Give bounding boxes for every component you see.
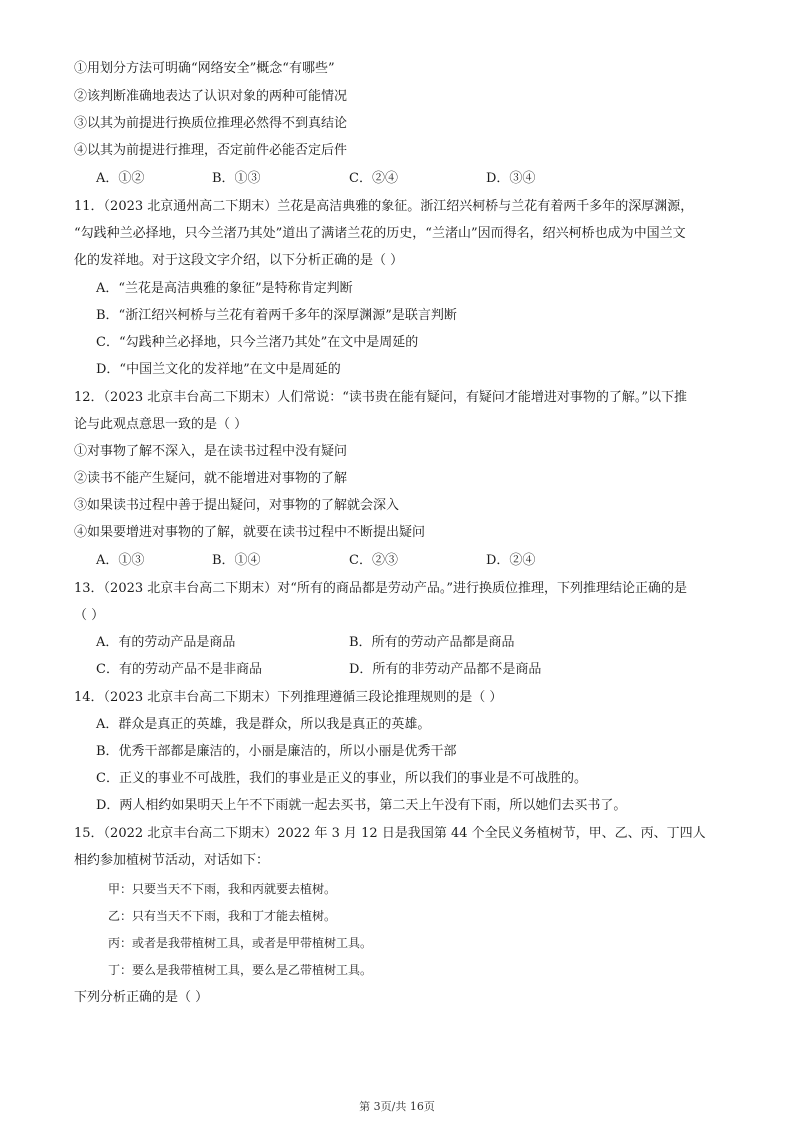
q12-statement-1: ①对事物了解不深入，是在读书过程中没有疑问 <box>74 444 348 459</box>
option-b: B．①③ <box>212 171 261 186</box>
q11-stem-line-3: 化的发祥地。对于这段文字介绍，以下分析正确的是（ ） <box>74 253 404 268</box>
statement-4: ④以其为前提进行推理，否定前件必能否定后件 <box>74 143 348 158</box>
q15-dialogue-bing: 丙：或者是我带植树工具，或者是甲带植树工具。 <box>108 936 373 950</box>
q15-prompt: 下列分析正确的是（ ） <box>74 990 209 1005</box>
q13-option-b: B．所有的劳动产品都是商品 <box>349 635 515 650</box>
q11-option-a: A．“兰花是高洁典雅的象征”是特称肯定判断 <box>96 281 353 296</box>
q11-option-b: B．“浙江绍兴柯桥与兰花有着两千多年的深厚渊源”是联言判断 <box>96 308 457 323</box>
q11-stem-line-2: “勾践种兰必择地，只今兰渚乃其处”道出了满诸兰花的历史，“兰渚山”因而得名，绍兴柯桥也成为中国兰文 <box>74 226 686 241</box>
q14-option-c: C．正义的事业不可战胜，我们的事业是正义的事业，所以我们的事业是不可战胜的。 <box>96 771 587 786</box>
option-a: A．①② <box>96 171 145 186</box>
q15-dialogue-ding: 丁：要么是我带植树工具，要么是乙带植树工具。 <box>108 963 373 977</box>
option-c: C．②④ <box>349 171 398 186</box>
q13-option-c: C．有的劳动产品不是非商品 <box>96 662 262 677</box>
q12-option-a: A．①③ <box>96 553 145 568</box>
q12-option-d: D．②④ <box>486 553 536 568</box>
q14-option-b: B．优秀干部都是廉洁的，小丽是廉洁的，所以小丽是优秀干部 <box>96 744 457 759</box>
q12-option-c: C．②③ <box>349 553 398 568</box>
q11-option-c: C．“勾践种兰必择地，只今兰渚乃其处”在文中是周延的 <box>96 335 419 350</box>
q12-options-row <box>96 552 736 570</box>
q12-stem-line-1: 12．（2023 北京丰台高二下期末）人们常说：“读书贵在能有疑问，有疑问才能增进对事物的了解。”以下推 <box>74 390 688 405</box>
q12-statement-2: ②读书不能产生疑问，就不能增进对事物的了解 <box>74 471 348 486</box>
statement-1: ①用划分方法可明确“网络安全”概念“有哪些” <box>74 61 335 76</box>
q11-option-d: D．“中国兰文化的发祥地”在文中是周延的 <box>96 362 341 377</box>
q15-dialogue-yi: 乙：只有当天不下雨，我和丁才能去植树。 <box>108 909 337 923</box>
q13-stem-line-2: （ ） <box>74 608 105 623</box>
option-d: D．③④ <box>486 171 536 186</box>
q12-statement-4: ④如果要增进对事物的了解，就要在读书过程中不断提出疑问 <box>74 525 426 540</box>
q13-stem-line-1: 13．（2023 北京丰台高二下期末）对“所有的商品都是劳动产品。”进行换质位推理，下列推理结论正确的是 <box>74 581 688 596</box>
q12-statement-3: ③如果读书过程中善于提出疑问，对事物的了解就会深入 <box>74 498 400 513</box>
q14-option-d: D．两人相约如果明天上午不下雨就一起去买书，第二天上午没有下雨，所以她们去买书了。 <box>96 798 627 813</box>
q15-dialogue-jia: 甲：只要当天不下雨，我和丙就要去植树。 <box>108 882 337 896</box>
page-footer: 第 3页/共 16页 <box>359 1100 435 1113</box>
q12-option-b: B．①④ <box>212 553 261 568</box>
q15-stem-line-2: 相约参加植树节活动，对话如下： <box>74 853 270 868</box>
q12-stem-line-2: 论与此观点意思一致的是（ ） <box>74 417 248 432</box>
statement-2: ②该判断准确地表达了认识对象的两种可能情况 <box>74 89 348 104</box>
q14-stem: 14．（2023 北京丰台高二下期末）下列推理遵循三段论推理规则的是（ ） <box>74 690 503 705</box>
q13-option-a: A．有的劳动产品是商品 <box>96 635 236 650</box>
q13-option-d: D．所有的非劳动产品都不是商品 <box>349 662 542 677</box>
options-row <box>96 170 736 188</box>
statement-3: ③以其为前提进行换质位推理必然得不到真结论 <box>74 116 348 131</box>
q14-option-a: A．群众是真正的英雄，我是群众，所以我是真正的英雄。 <box>96 717 431 732</box>
q11-stem-line-1: 11．（2023 北京通州高二下期末）兰花是高洁典雅的象征。浙江绍兴柯桥与兰花有着两千多年的深厚渊源， <box>74 199 694 214</box>
q15-stem-line-1: 15．（2022 北京丰台高二下期末）2022 年 3 月 12 日是我国第 44 个全民义务植树节，甲、乙、丙、丁四人 <box>74 826 706 841</box>
